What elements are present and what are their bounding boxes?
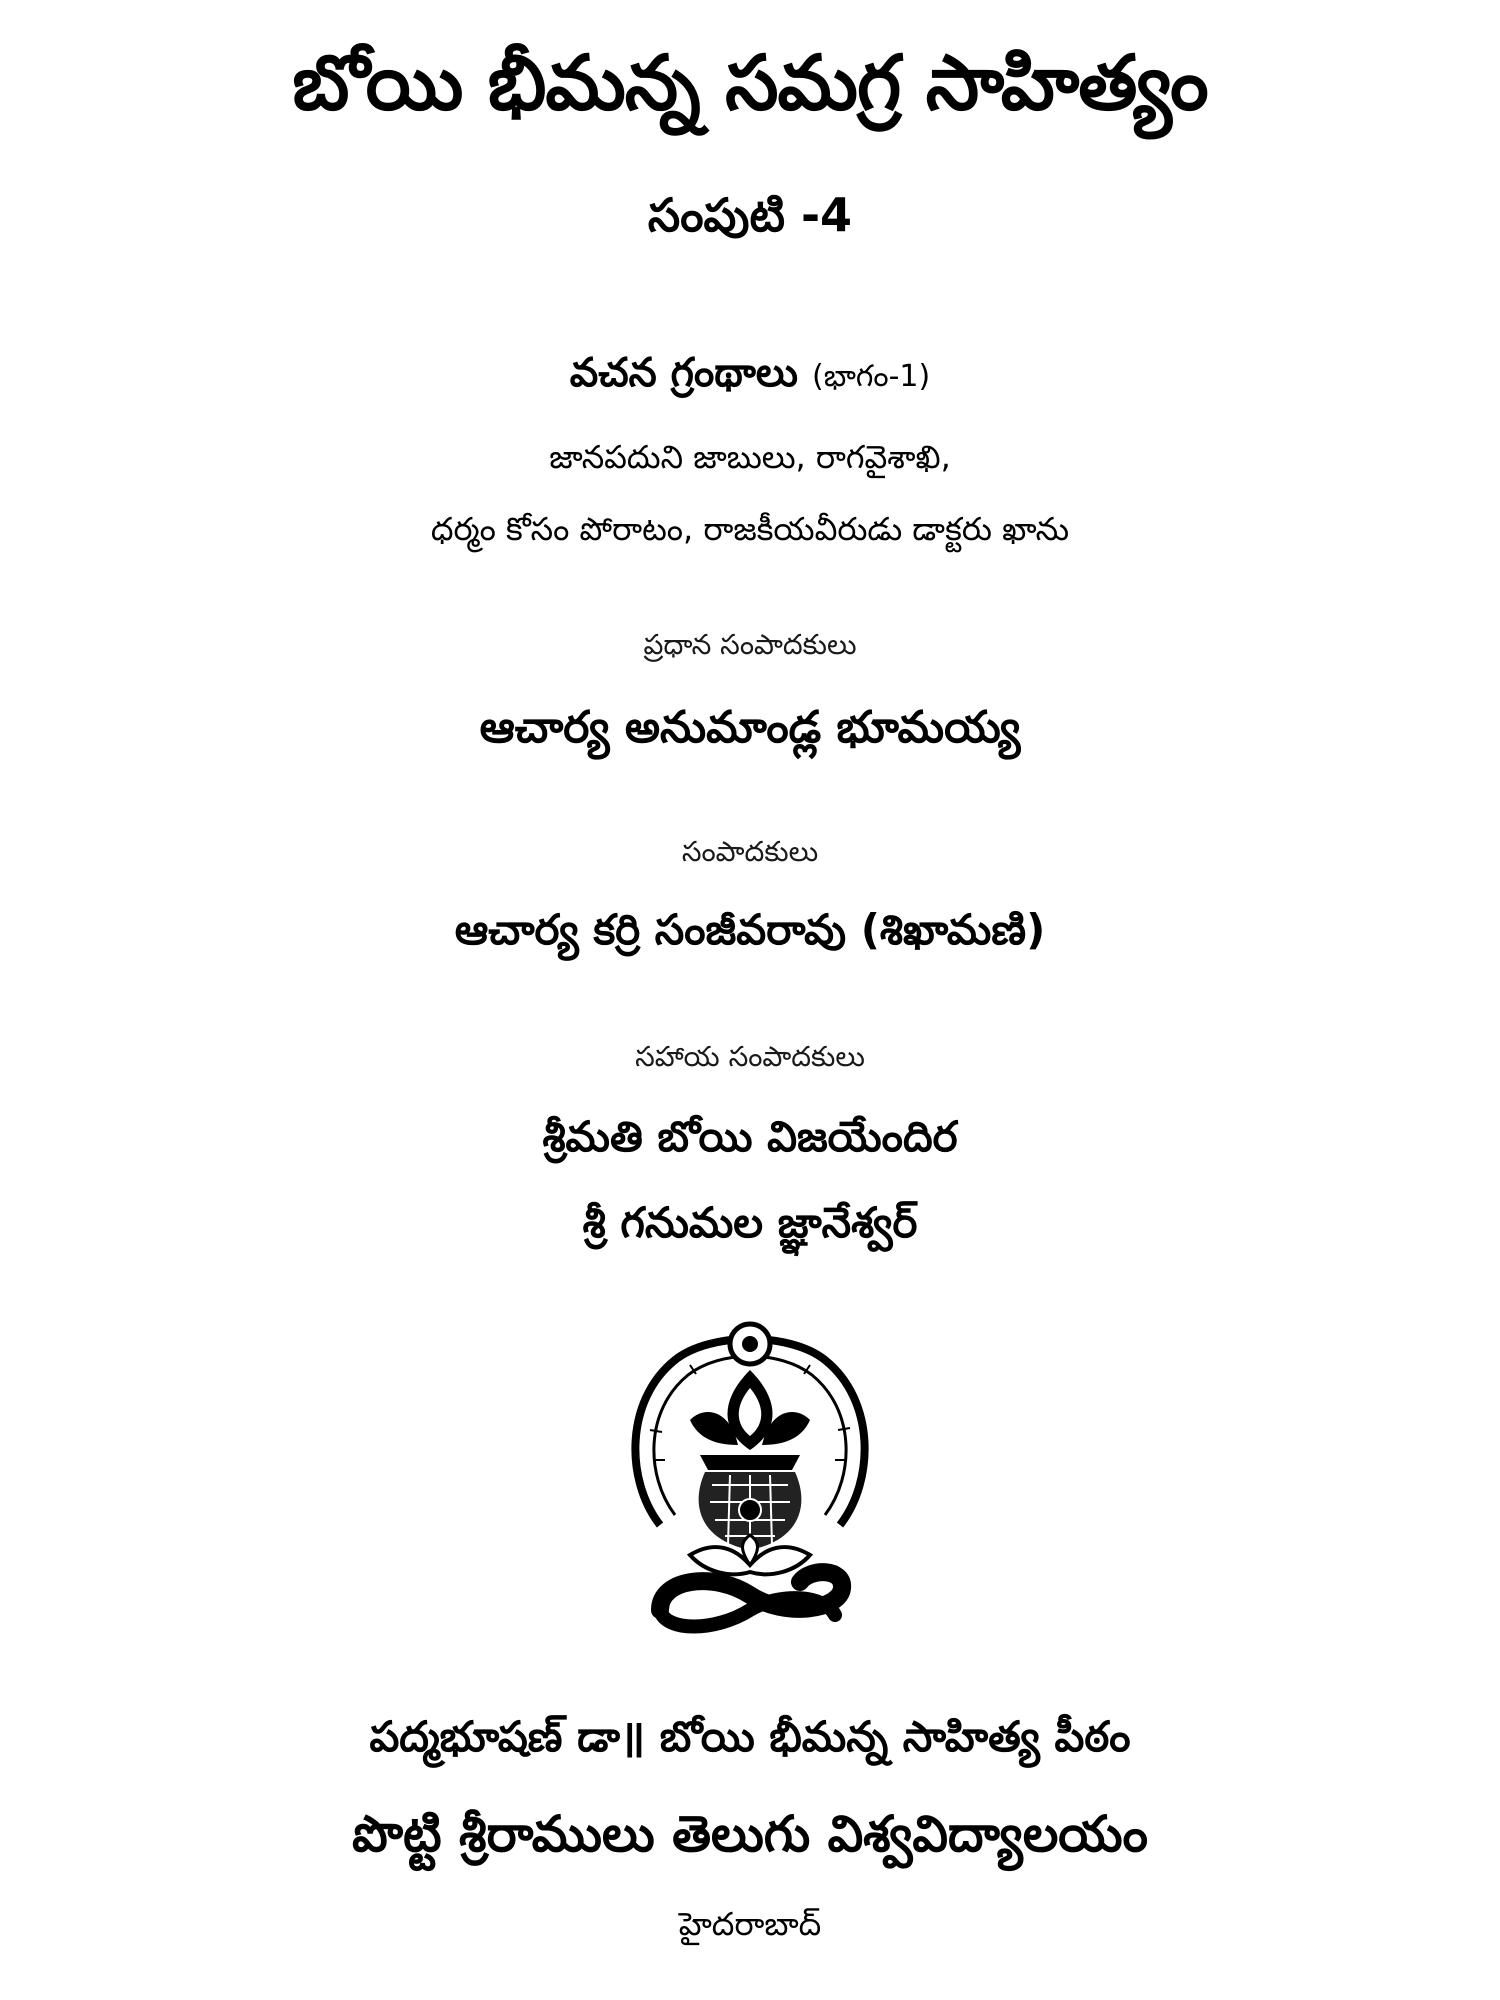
assistant-editor-name-1: శ్రీమతి బోయి విజయేందిర (542, 1112, 958, 1161)
assistant-editor-label: సహాయ సంపాదకులు (635, 1040, 865, 1073)
university-emblem-icon (620, 1310, 880, 1640)
contents-line-1: జానపదుని జాబులు, రాగవైశాఖి, (549, 438, 951, 476)
contents-line-2: ధర్మం కోసం పోరాటం, రాజకీయవీరుడు డాక్టరు ఖాను (430, 510, 1070, 548)
publisher-chair: పద్మభూషణ్ డా॥ బోయి భీమన్న సాహిత్య పీఠం (369, 1712, 1131, 1761)
section-title: వచన గ్రంథాలు (569, 350, 799, 396)
chief-editor-name: ఆచార్య అనుమాండ్ల భూమయ్య (479, 702, 1021, 753)
assistant-editor-name-2: శ్రీ గనుమల జ్ఞానేశ్వర్ (582, 1198, 918, 1247)
section-part: (భాగం-1) (812, 359, 931, 394)
chief-editor-label: ప్రధాన సంపాదకులు (643, 628, 857, 661)
editor-name: ఆచార్య కర్రి సంజీవరావు (శిఖామణి) (454, 905, 1046, 954)
publisher-university: పొట్టి శ్రీరాములు తెలుగు విశ్వవిద్యాలయం (352, 1805, 1148, 1863)
publisher-city: హైదరాబాద్ (678, 1905, 822, 1943)
editor-label: సంపాదకులు (681, 835, 819, 868)
section-heading (0, 350, 1500, 406)
volume-number: సంపుటి -4 (647, 188, 853, 242)
book-title: బోయి భీమన్న సమగ్ర సాహిత్యం (292, 38, 1208, 127)
